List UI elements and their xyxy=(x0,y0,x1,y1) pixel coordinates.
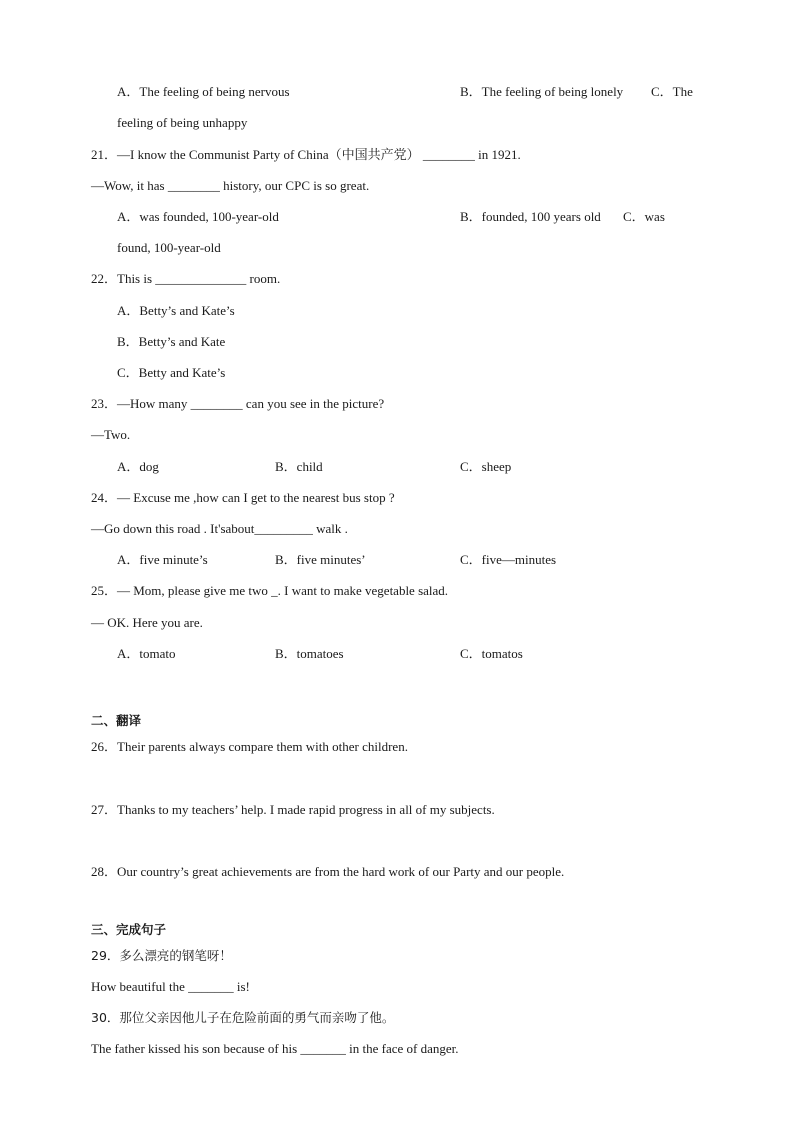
section-complete-sentences-title: 三、完成句子 xyxy=(91,922,167,937)
q22-option-a: A．Betty’s and Kate’s xyxy=(117,303,235,318)
q20-option-b: B．The feeling of being lonely xyxy=(460,84,624,99)
q24-option-b: B．five minutes’ xyxy=(275,552,366,567)
q20-option-c-continued: feeling of being unhappy xyxy=(117,115,248,130)
q25-option-c: C．tomatos xyxy=(460,646,523,661)
q22-option-c: C．Betty and Kate’s xyxy=(117,365,226,380)
q29-chinese: 29．多么漂亮的钢笔呀！ xyxy=(91,948,232,963)
q22-option-b: B．Betty’s and Kate xyxy=(117,334,226,349)
q24-prompt: 24．— Excuse me ,how can I get to the nearest bus stop ? xyxy=(91,490,395,505)
q25-response: — OK. Here you are. xyxy=(91,615,203,630)
q26-sentence: 26．Their parents always compare them with other children. xyxy=(91,739,408,754)
q30-english: The father kissed his son because of his _______ in the face of danger. xyxy=(91,1041,459,1056)
q21-option-b: B．founded, 100 years old xyxy=(460,209,601,224)
q29-english: How beautiful the _______ is! xyxy=(91,979,250,994)
q25-prompt: 25．— Mom, please give me two _. I want to make vegetable salad. xyxy=(91,583,449,598)
q23-prompt: 23．—How many ________ can you see in the picture? xyxy=(91,396,385,411)
q30-chinese: 30．那位父亲因他儿子在危险前面的勇气而亲吻了他。 xyxy=(91,1010,395,1025)
q24-response: —Go down this road . It'sabout_________ walk . xyxy=(91,521,348,536)
q21-prompt: 21．—I know the Communist Party of China（中国共产党） ________ in 1921. xyxy=(91,147,521,162)
q23-option-b: B．child xyxy=(275,459,323,474)
q21-response: —Wow, it has ________ history, our CPC is so great. xyxy=(91,178,370,193)
q27-sentence: 27．Thanks to my teachers’ help. I made rapid progress in all of my subjects. xyxy=(91,802,495,817)
q28-sentence: 28．Our country’s great achievements are from the hard work of our Party and our people. xyxy=(91,864,565,879)
q20-option-a: A．The feeling of being nervous xyxy=(117,84,290,99)
q24-option-c: C．five—minutes xyxy=(460,552,557,567)
q21-option-a: A．was founded, 100-year-old xyxy=(117,209,279,224)
q23-option-a: A．dog xyxy=(117,459,159,474)
q21-option-c: C．was xyxy=(623,209,665,224)
section-translation-title: 二、翻译 xyxy=(91,713,142,728)
q24-option-a: A．five minute’s xyxy=(117,552,208,567)
q21-option-c-continued: found, 100-year-old xyxy=(117,240,221,255)
q25-option-b: B．tomatoes xyxy=(275,646,344,661)
q23-option-c: C．sheep xyxy=(460,459,512,474)
q22-prompt: 22．This is ______________ room. xyxy=(91,271,281,286)
q20-option-c: C．The xyxy=(651,84,693,99)
q23-response: —Two. xyxy=(91,427,131,442)
q25-option-a: A．tomato xyxy=(117,646,176,661)
